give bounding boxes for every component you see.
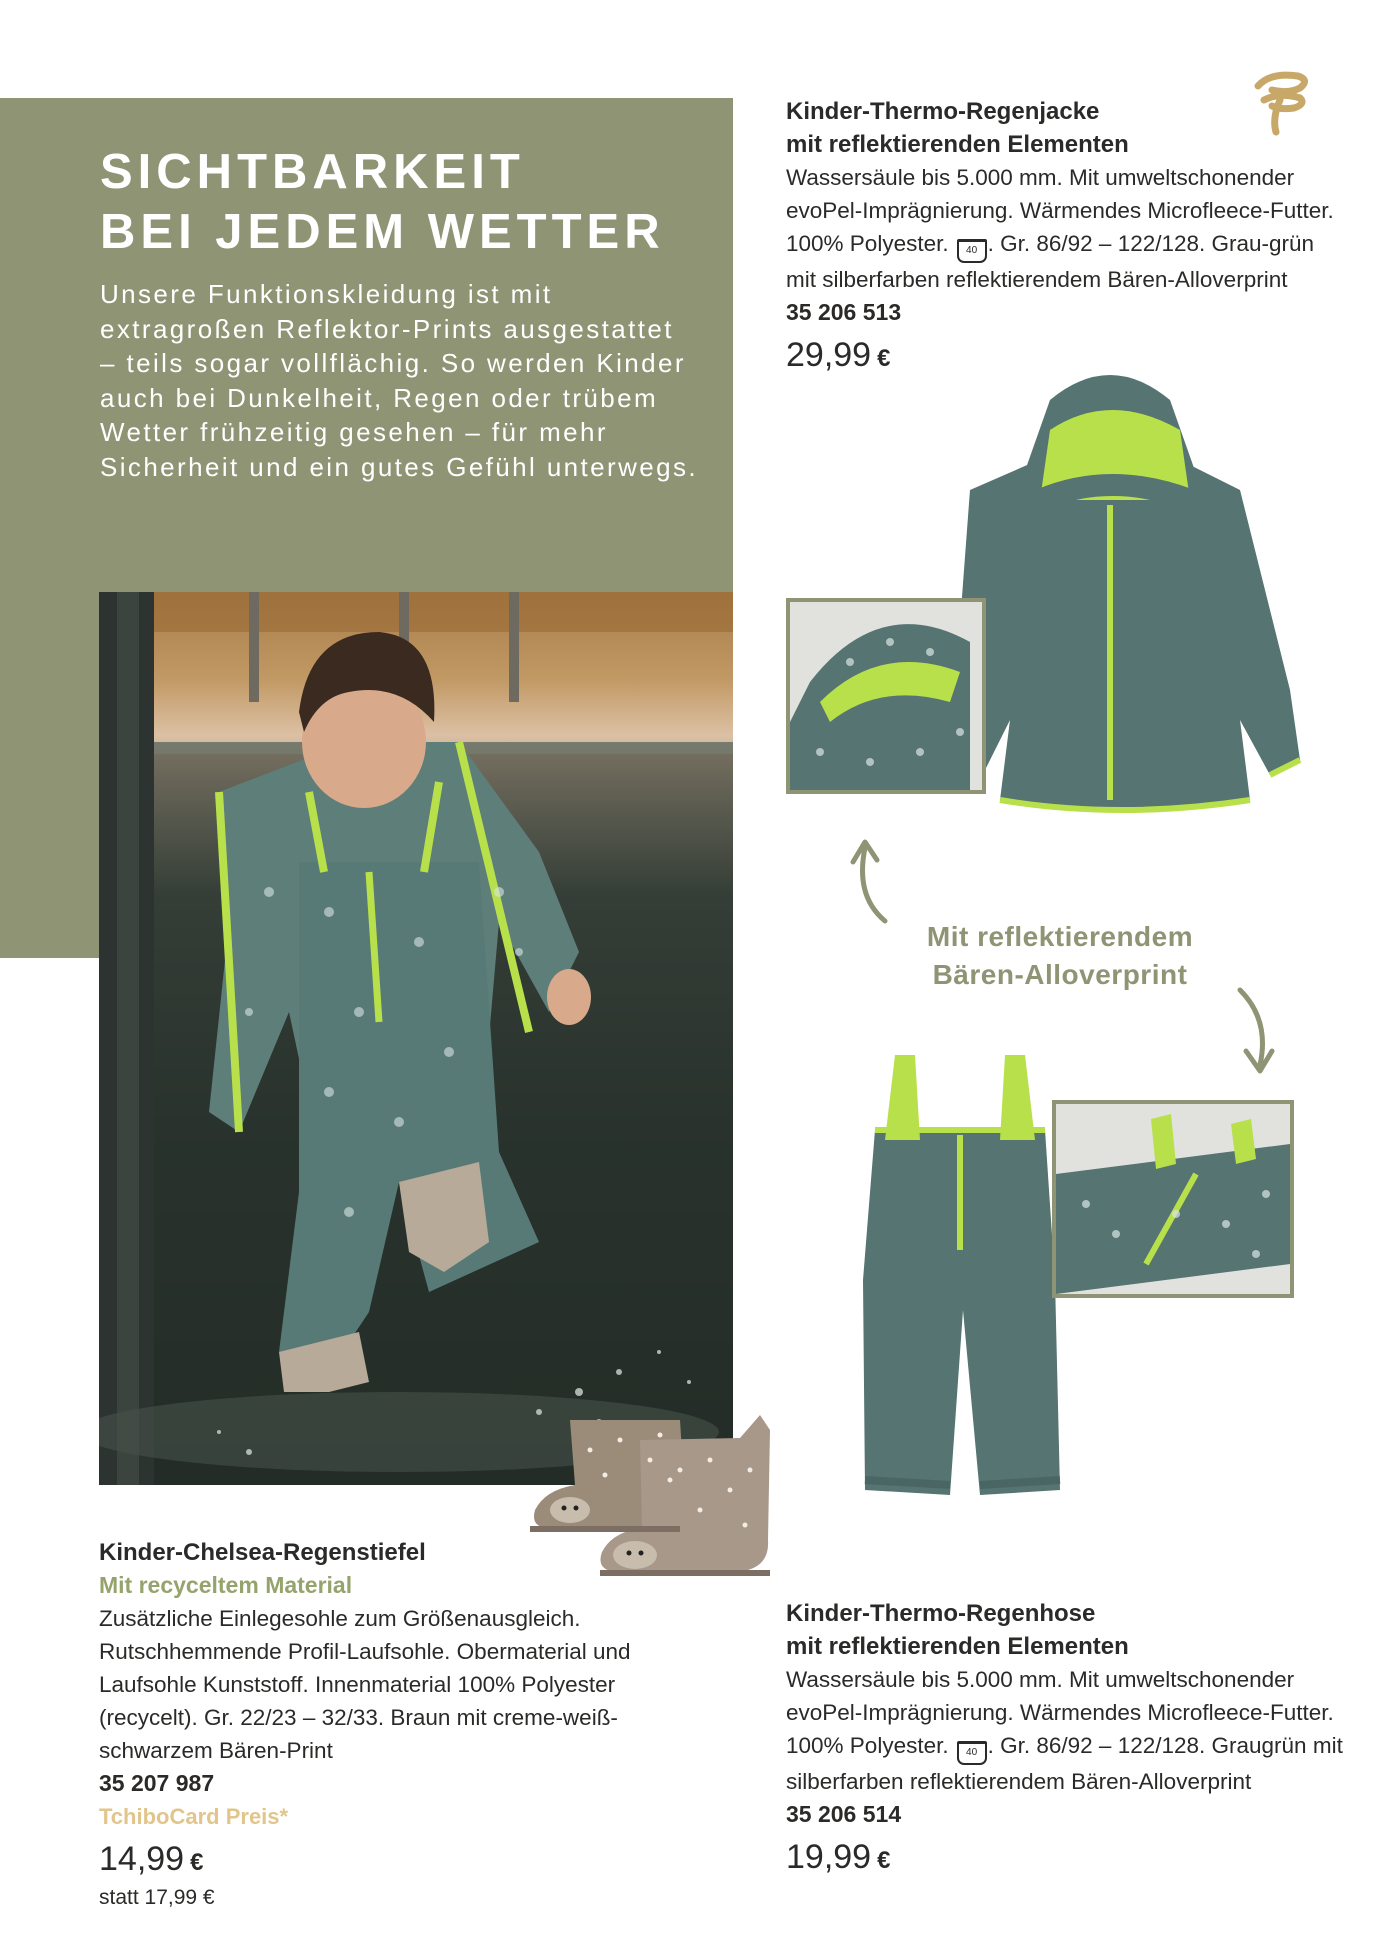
jacket-product bbox=[786, 95, 1346, 379]
boots-description: Zusätzliche Einlegesohle zum Größenausgleich. Rutschhemmende Profil-Laufsohle. Obermaterial und Laufsohle Kunststoff. Innenmaterial 100% Polyester (recycelt). Gr. 22/23 – 32/33. Braun mit creme-weiß-schwarzem Bären-Print bbox=[99, 1606, 631, 1763]
pants-article-number: 35 206 514 bbox=[786, 1801, 902, 1827]
jacket-currency: € bbox=[877, 345, 891, 372]
hero-title bbox=[100, 142, 720, 262]
jacket-desc-part-1: Wassersäule bis 5.000 mm. Mit umweltschonender evoPel-Imprägnierung. Wärmendes Microfleece-Futter. 100% Polyester. bbox=[786, 165, 1334, 256]
boots-article-number: 35 207 987 bbox=[99, 1770, 215, 1796]
jacket-detail-thumbnail bbox=[786, 598, 986, 794]
jacket-name-line-2: mit reflektierenden Elementen bbox=[786, 131, 1129, 158]
wash-40-icon: 40 bbox=[957, 239, 987, 263]
jacket-article-number: 35 206 513 bbox=[786, 299, 902, 325]
arrow-down-icon bbox=[1230, 985, 1280, 1080]
boots-price bbox=[99, 1839, 719, 1883]
pants-image bbox=[845, 1050, 1075, 1520]
jacket-description bbox=[786, 161, 1346, 296]
hero-title-line-2: BEI JEDEM WETTER bbox=[100, 205, 665, 259]
hero-text: Unsere Funktionskleidung ist mit extragroßen Reflektor-Prints ausgestattet – teils sogar vollflächig. So werden Kinder auch bei Dunkelheit, Regen oder trübem Wetter frühzeitig gesehen – für mehr Sicherheit und ein gutes Gefühl unterwegs. bbox=[100, 279, 698, 482]
tchibocard-label: TchiboCard Preis* bbox=[99, 1804, 289, 1829]
pants-description bbox=[786, 1663, 1346, 1798]
wash-40-icon: 40 bbox=[957, 1741, 987, 1765]
pants-name-line-2: mit reflektierenden Elementen bbox=[786, 1633, 1129, 1660]
jacket-price-value: 29,99 bbox=[786, 336, 872, 374]
pants-desc-part-1: Wassersäule bis 5.000 mm. Mit umweltschonender evoPel-Imprägnierung. Wärmendes Microfleece-Futter. 100% Polyester. bbox=[786, 1667, 1334, 1758]
boots-product bbox=[99, 1536, 719, 1913]
pants-price bbox=[786, 1837, 1346, 1881]
child-rain-photo bbox=[99, 592, 733, 1485]
jacket-desc-part-2: . Gr. 86/92 – 122/128. Grau-grün mit silberfarben reflektierendem Bären-Alloverprint bbox=[786, 231, 1315, 292]
boots-name: Kinder-Chelsea-Regenstiefel bbox=[99, 1539, 426, 1566]
boots-subtitle: Mit recyceltem Material bbox=[99, 1572, 353, 1598]
pants-desc-part-2: . Gr. 86/92 – 122/128. Graugrün mit silberfarben reflektierendem Bären-Alloverprint bbox=[786, 1733, 1343, 1794]
arrow-up-icon bbox=[845, 836, 895, 926]
pants-detail-thumbnail bbox=[1052, 1100, 1294, 1298]
boots-old-price: statt 17,99 € bbox=[99, 1886, 215, 1909]
callout-line-1: Mit reflektierendem bbox=[926, 921, 1194, 952]
pants-product bbox=[786, 1597, 1346, 1881]
pants-currency: € bbox=[877, 1847, 891, 1874]
reflective-callout bbox=[900, 918, 1220, 994]
boots-price-value: 14,99 bbox=[99, 1840, 185, 1878]
callout-line-2: Bären-Alloverprint bbox=[932, 959, 1188, 990]
pants-price-value: 19,99 bbox=[786, 1838, 872, 1876]
boots-currency: € bbox=[190, 1849, 204, 1876]
hero-title-line-1: SICHTBARKEIT bbox=[100, 145, 525, 199]
jacket-name-line-1: Kinder-Thermo-Regenjacke bbox=[786, 98, 1100, 125]
pants-name-line-1: Kinder-Thermo-Regenhose bbox=[786, 1600, 1096, 1627]
